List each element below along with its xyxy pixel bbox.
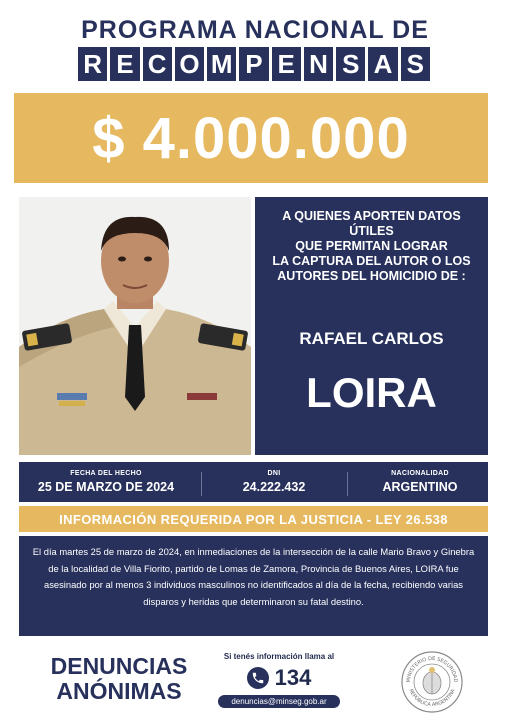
dni-value: 24.222.432	[242, 480, 306, 494]
anonymous-reports-title	[34, 654, 204, 704]
subtitle-letter: S	[401, 47, 430, 81]
call-prompt: Si tenés información llama al	[223, 652, 335, 661]
victim-surname: LOIRA	[306, 369, 437, 416]
phone-icon	[247, 667, 269, 689]
dni-fact	[209, 462, 339, 502]
subtitle-letter: N	[304, 47, 333, 81]
victim-first-names: RAFAEL CARLOS	[299, 329, 444, 348]
subtitle-letter: E	[110, 47, 139, 81]
legal-notice-bar: INFORMACIÓN REQUERIDA POR LA JUSTICIA - LEY 26.538	[19, 506, 488, 532]
person-portrait-image	[19, 197, 251, 455]
date-fact	[19, 462, 193, 502]
reward-amount: $ 4.000.000	[14, 93, 488, 183]
anonymous-reports-line2: ANÓNIMAS	[56, 678, 182, 704]
contact-info	[212, 652, 346, 708]
subtitle-letter: E	[272, 47, 301, 81]
hotline-number[interactable]: 134	[274, 665, 312, 690]
subtitle-letter: O	[175, 47, 204, 81]
ministry-seal-icon	[400, 650, 464, 714]
condition-line: QUE PERMITAN LOGRAR	[295, 239, 448, 253]
suspect-victim-photo	[19, 197, 251, 455]
subtitle-letter: S	[336, 47, 365, 81]
subtitle-letter: R	[78, 47, 107, 81]
dni-label: DNI	[267, 470, 281, 477]
date-value: 25 DE MARZO DE 2024	[37, 480, 175, 494]
divider	[201, 472, 202, 496]
condition-line: LA CAPTURA DEL AUTOR O LOS	[272, 254, 471, 268]
wanted-info-panel	[255, 197, 488, 455]
anonymous-reports-line1: DENUNCIAS	[50, 653, 188, 679]
condition-line: A QUIENES APORTEN DATOS	[282, 209, 461, 223]
subtitle-letter: M	[207, 47, 236, 81]
case-description: El día martes 25 de marzo de 2024, en inmediaciones de la intersección de la calle Mario Bravo y Ginebra de la localidad de Villa Fiorito, partido de Lomas de Zamora, Provincia de Buenos Aires, LOIRA fue asesinado por al menos 3 individuos masculinos no identificados al día de la fecha, recibiendo varias disparos y heridas que determinaron su fatal destino.	[19, 536, 488, 636]
subtitle-letter: P	[239, 47, 268, 81]
condition-line: AUTORES DEL HOMICIDIO DE :	[277, 269, 466, 283]
divider	[347, 472, 348, 496]
nationality-label: NACIONALIDAD	[391, 470, 449, 477]
program-title: PROGRAMA NACIONAL DE	[81, 16, 429, 44]
reward-condition-text	[263, 209, 480, 284]
program-subtitle	[78, 47, 430, 81]
seal-bottom-text: REPÚBLICA ARGENTINA	[407, 688, 457, 709]
seal-top-text: MINISTERIO DE SEGURIDAD	[405, 655, 459, 683]
nationality-value: ARGENTINO	[382, 480, 458, 494]
condition-line: ÚTILES	[349, 224, 394, 238]
email-link[interactable]: denuncias@minseg.gob.ar	[218, 695, 340, 708]
phone-row	[212, 665, 346, 691]
subtitle-letter: C	[143, 47, 172, 81]
case-facts-bar	[19, 462, 488, 502]
subtitle-letter: A	[368, 47, 397, 81]
nationality-fact	[355, 462, 485, 502]
date-label: FECHA DEL HECHO	[70, 470, 142, 477]
